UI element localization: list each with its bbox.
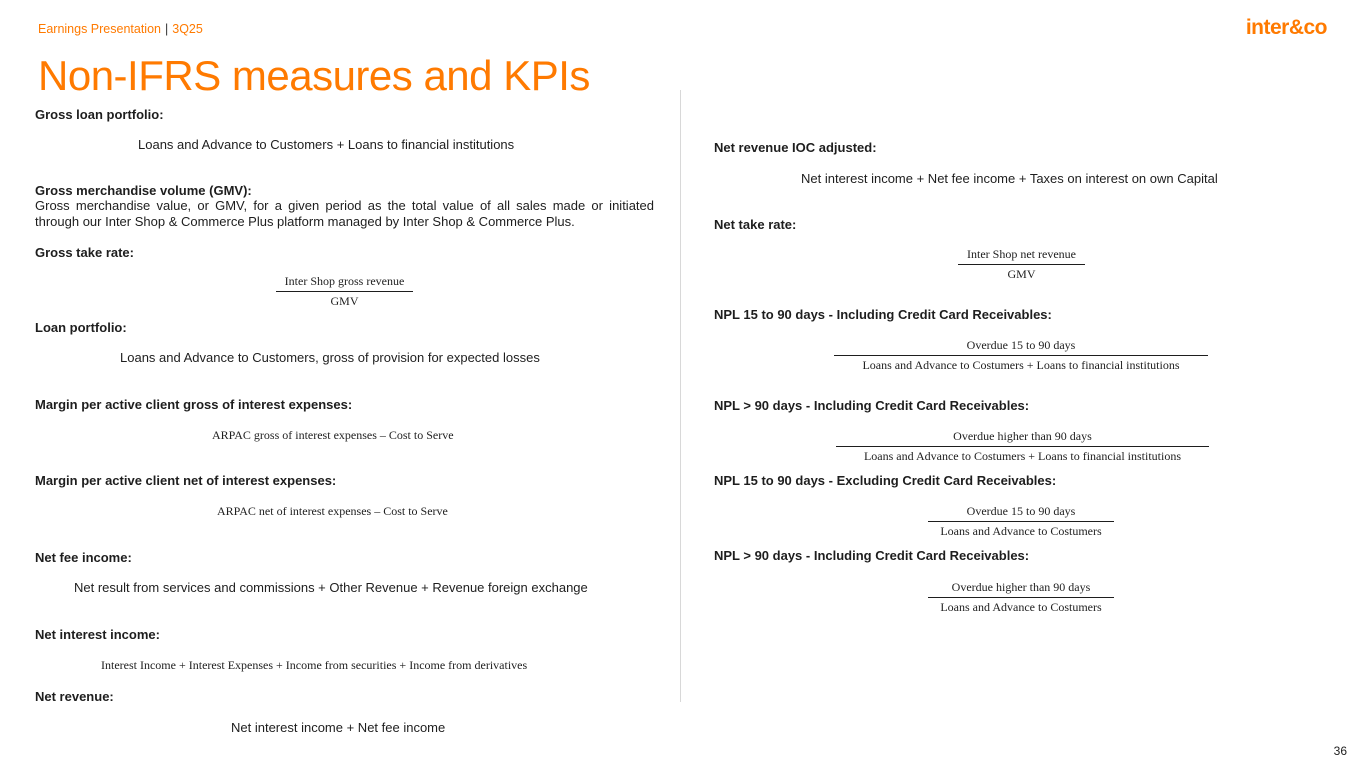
npl-15-90-incl-fraction <box>834 338 1208 373</box>
gmv-heading: Gross merchandise volume (GMV): <box>35 183 252 198</box>
gross-take-rate-numerator: Inter Shop gross revenue <box>276 274 413 292</box>
margin-net-formula: ARPAC net of interest expenses – Cost to Serve <box>217 504 448 518</box>
period-label: 3Q25 <box>172 22 203 36</box>
net-revenue-heading: Net revenue: <box>35 689 114 704</box>
header-label <box>38 22 203 36</box>
npl-15-90-incl-heading: NPL 15 to 90 days - Including Credit Card Receivables: <box>714 307 1052 322</box>
npl-90-incl-denominator: Loans and Advance to Costumers + Loans to financial institutions <box>863 449 1182 463</box>
company-logo: inter&co <box>1245 16 1327 39</box>
margin-gross-formula: ARPAC gross of interest expenses – Cost to Serve <box>212 428 454 442</box>
net-interest-income-heading: Net interest income: <box>35 627 160 642</box>
net-take-rate-fraction <box>958 247 1085 282</box>
page-title: Non-IFRS measures and KPIs <box>38 52 590 99</box>
presentation-name: Earnings Presentation <box>38 22 161 36</box>
npl-15-90-excl-numerator: Overdue 15 to 90 days <box>928 504 1114 522</box>
loan-portfolio-formula: Loans and Advance to Customers, gross of provision for expected losses <box>120 350 540 365</box>
net-fee-income-formula: Net result from services and commissions + Other Revenue + Revenue foreign exchange <box>74 580 588 595</box>
npl-15-90-excl-heading: NPL 15 to 90 days - Excluding Credit Card Receivables: <box>714 473 1057 488</box>
npl-90-incl-2-heading: NPL > 90 days - Including Credit Card Receivables: <box>714 548 1030 563</box>
margin-gross-heading: Margin per active client gross of interest expenses: <box>35 397 353 412</box>
npl-90-incl-numerator: Overdue higher than 90 days <box>836 429 1209 447</box>
header-separator: | <box>165 22 169 36</box>
gmv-description: Gross merchandise value, or GMV, for a given period as the total value of all sales made or initiated through our Inter Shop & Commerce Plus platform managed by Inter Shop & Commerce Plus. <box>35 198 654 229</box>
gross-loan-portfolio-heading: Gross loan portfolio: <box>35 107 164 122</box>
npl-90-incl-2-numerator: Overdue higher than 90 days <box>928 580 1114 598</box>
column-divider <box>680 90 681 702</box>
gross-take-rate-denominator: GMV <box>330 294 359 308</box>
net-revenue-formula: Net interest income + Net fee income <box>231 720 446 735</box>
npl-90-incl-fraction <box>836 429 1209 464</box>
npl-15-90-excl-denominator: Loans and Advance to Costumers <box>940 524 1102 538</box>
net-interest-income-formula: Interest Income + Interest Expenses + Income from securities + Income from derivatives <box>101 658 528 672</box>
npl-15-90-incl-denominator: Loans and Advance to Costumers + Loans to financial institutions <box>862 358 1180 372</box>
page-number: 36 <box>1333 744 1347 758</box>
net-take-rate-heading: Net take rate: <box>714 217 797 232</box>
net-revenue-ioc-formula: Net interest income + Net fee income + Taxes on interest on own Capital <box>801 171 1218 186</box>
npl-90-incl-2-denominator: Loans and Advance to Costumers <box>940 600 1102 614</box>
net-revenue-ioc-heading: Net revenue IOC adjusted: <box>714 140 877 155</box>
npl-90-incl-heading: NPL > 90 days - Including Credit Card Receivables: <box>714 398 1030 413</box>
net-take-rate-numerator: Inter Shop net revenue <box>958 247 1085 265</box>
gross-take-rate-fraction <box>276 274 413 309</box>
loan-portfolio-heading: Loan portfolio: <box>35 320 127 335</box>
npl-90-incl-2-fraction <box>928 580 1114 615</box>
margin-net-heading: Margin per active client net of interest expenses: <box>35 473 337 488</box>
gross-take-rate-heading: Gross take rate: <box>35 245 134 260</box>
net-fee-income-heading: Net fee income: <box>35 550 132 565</box>
npl-15-90-incl-numerator: Overdue 15 to 90 days <box>834 338 1208 356</box>
gross-loan-portfolio-formula: Loans and Advance to Customers + Loans to financial institutions <box>138 137 515 152</box>
net-take-rate-denominator: GMV <box>1007 267 1036 281</box>
npl-15-90-excl-fraction <box>928 504 1114 539</box>
